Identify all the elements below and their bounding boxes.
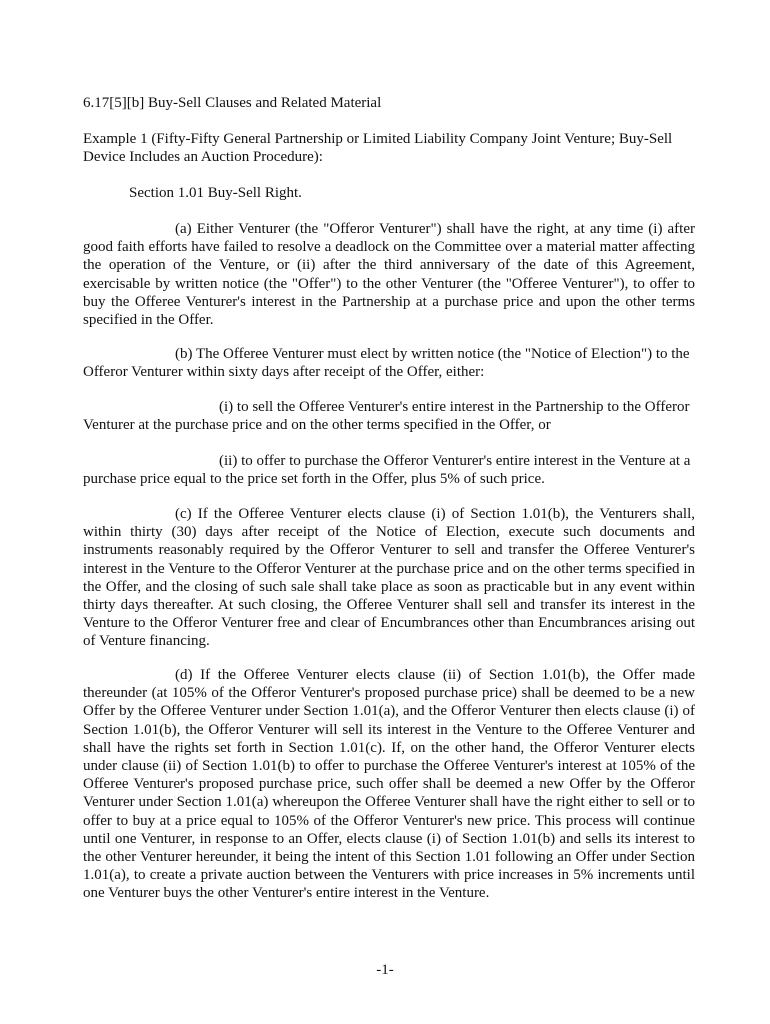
paragraph-a: (a) Either Venturer (the "Offeror Venturer") shall have the right, at any time (i) after good faith efforts have failed to resolve a deadlock on the Committee over a material matter affecting the operation of the Venture, or (ii) after the third anniversary of the date of this Agreement, exercisable by written notice (the "Offer") to the other Venturer (the "Offeree Venturer"), to offer to buy the Offeree Venturer's interest in the Partnership at a purchase price and upon the other terms specified in the Offer. bbox=[83, 221, 695, 329]
paragraph-b-i: (i) to sell the Offeree Venturer's entire interest in the Partnership to the Offeror Venturer at the purchase price and on the other terms specified in the Offer, or bbox=[83, 399, 690, 434]
example-title: Example 1 (Fifty-Fifty General Partnership or Limited Liability Company Joint Venture; Buy-Sell Device Includes an Auction Procedure): bbox=[83, 131, 673, 166]
document-heading: 6.17[5][b] Buy-Sell Clauses and Related Material bbox=[83, 95, 382, 111]
paragraph-d: (d) If the Offeree Venturer elects clause (ii) of Section 1.01(b), the Offer made thereunder (at 105% of the Offeror Venturer's proposed purchase price) shall be deemed to be a new Offer by the Offeree Venturer under Section 1.01(a), and the Offeror Venturer then elects clause (i) of Section 1.01(b), the Offeror Venturer will sell its interest in the Venture to the Offeree Venturer and shall have the rights set forth in Section 1.01(c). If, on the other hand, the Offeror Venturer elects under clause (ii) of Section 1.01(b) to offer to purchase the Offeree Venturer's interest at 105% of the Offeree Venturer's proposed purchase price, such offer shall be deemed a new Offer by the Offeror Venturer under Section 1.01(a) whereupon the Offeree Venturer shall have the right either to sell or to offer to buy at a price equal to 105% of the Offeror Venturer's new price. This process will continue until one Venturer, in response to an Offer, elects clause (i) of Section 1.01(b) and sells its interest to the other Venturer hereunder, it being the intent of this Section 1.01 following an Offer under Section 1.01(a), to create a private auction between the Venturers with price increases in 5% increments until one Venturer buys the other Venturer's entire interest in the Venture. bbox=[83, 667, 695, 902]
section-title: Section 1.01 Buy-Sell Right. bbox=[129, 185, 302, 201]
page-number: -1- bbox=[376, 962, 394, 978]
paragraph-b: (b) The Offeree Venturer must elect by written notice (the "Notice of Election") to the Offeror Venturer within sixty days after receipt of the Offer, either: bbox=[83, 346, 690, 381]
paragraph-c: (c) If the Offeree Venturer elects clause (i) of Section 1.01(b), the Venturers shall, within thirty (30) days after receipt of the Notice of Election, execute such documents and instruments reasonably required by the Offeror Venturer to sell and transfer the Offeree Venturer's interest in the Venture to the Offeror Venturer at the purchase price and on the other terms specified in the Offer, and the closing of such sale shall take place as soon as practicable but in any event within thirty days thereafter. At such closing, the Offeree Venturer shall sell and transfer its interest in the Venture to the Offeror Venturer free and clear of Encumbrances other than Encumbrances arising out of Venture financing. bbox=[83, 506, 695, 650]
paragraph-b-ii: (ii) to offer to purchase the Offeror Venturer's entire interest in the Venture at a purchase price equal to the price set forth in the Offer, plus 5% of such price. bbox=[83, 453, 691, 488]
